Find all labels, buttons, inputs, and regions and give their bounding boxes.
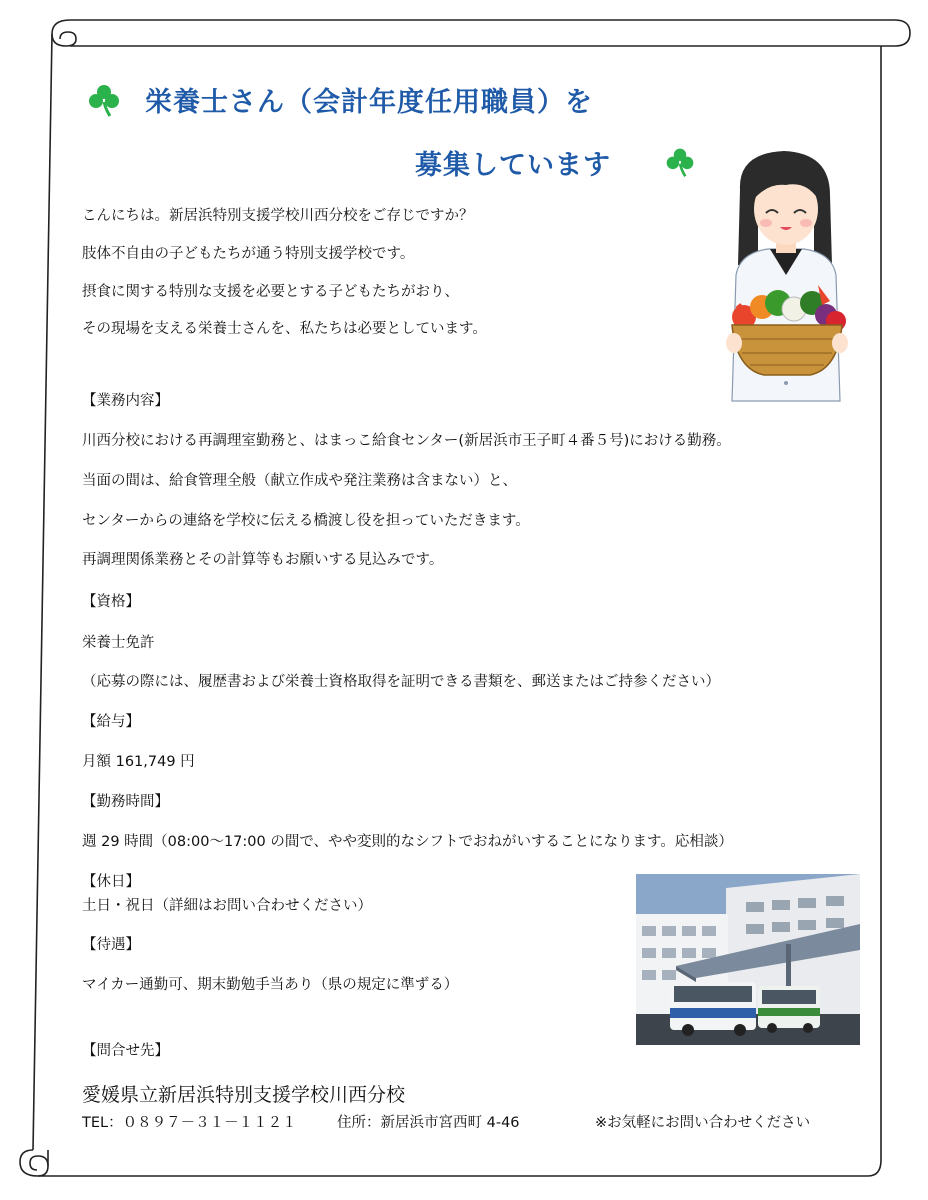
duties-heading: 【業務内容】 [82, 393, 169, 409]
duties-line-3: センターからの連絡を学校に伝える橋渡し役を担っていただきます。 [82, 513, 530, 529]
hours-heading: 【勤務時間】 [82, 794, 169, 810]
contact-tel: TEL：０８９７－３１－１１２１ [82, 1115, 297, 1131]
duties-line-2: 当面の間は、給食管理全般（献立作成や発注業務は含まない）と、 [82, 473, 517, 489]
salary-line: 月額 161,749 円 [82, 754, 195, 770]
benefits-heading: 【待遇】 [82, 937, 140, 953]
benefits-line: マイカー通勤可、期末勤勉手当あり（県の規定に準ずる） [82, 977, 459, 993]
qualification-heading: 【資格】 [82, 594, 140, 610]
contact-footer [82, 1111, 810, 1132]
contact-note: ※お気軽にお問い合わせください [595, 1115, 811, 1131]
salary-heading: 【給与】 [82, 714, 140, 730]
duties-line-1: 川西分校における再調理室勤務と、はまっこ給食センター(新居浜市王子町４番５号)における勤務。 [82, 433, 731, 449]
nutritionist-illustration [718, 145, 854, 403]
duties-line-4: 再調理関係業務とその計算等もお願いする見込みです。 [82, 552, 444, 568]
contact-heading: 【問合せ先】 [82, 1043, 169, 1059]
page-title-line2: 募集しています [415, 150, 611, 181]
intro-line-1: こんにちは。新居浜特別支援学校川西分校をご存じですか？ [82, 208, 474, 224]
holidays-line: 土日・祝日（詳細はお問い合わせください） [82, 898, 372, 914]
clover-icon [664, 146, 696, 178]
clover-icon [86, 82, 122, 118]
qualification-note: （応募の際には、履歴書および栄養士資格取得を証明できる書類を、郵送またはご持参ください） [82, 674, 720, 690]
school-name: 愛媛県立新居浜特別支援学校川西分校 [82, 1084, 406, 1106]
intro-line-4: その現場を支える栄養士さんを、私たちは必要としています。 [82, 321, 487, 337]
qualification-line: 栄養士免許 [82, 635, 155, 651]
intro-line-3: 摂食に関する特別な支援を必要とする子どもたちがおり、 [82, 284, 459, 300]
holidays-heading: 【休日】 [82, 874, 140, 890]
hours-line: 週 29 時間（08:00～17:00 の間で、やや変則的なシフトでおねがいすることになります。応相談） [82, 834, 733, 850]
page-title-line1: 栄養士さん（会計年度任用職員）を [145, 87, 593, 118]
school-photo [636, 874, 860, 1045]
contact-address: 住所：新居浜市宮西町 4-46 [337, 1115, 520, 1131]
intro-line-2: 肢体不自由の子どもたちが通う特別支援学校です。 [82, 246, 415, 262]
